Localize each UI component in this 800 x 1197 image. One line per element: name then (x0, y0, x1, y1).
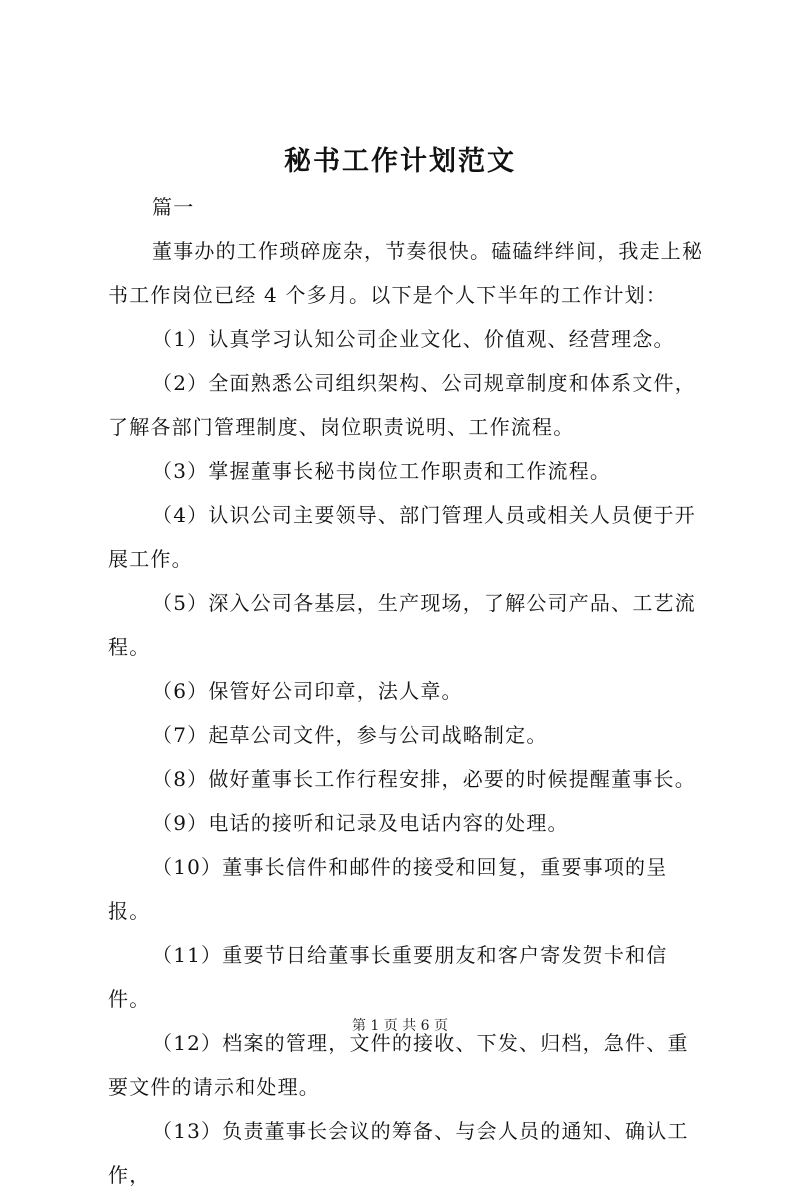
page-footer: 第 1 页 共 6 页 (351, 1018, 449, 1034)
list-item-3: （3）掌握董事长秘书岗位工作职责和工作流程。 (152, 459, 612, 483)
list-item-9: （9）电话的接听和记录及电话内容的处理。 (152, 811, 569, 835)
list-item-13: （13）负责董事长会议的筹备、与会人员的通知、确认工作， (108, 1119, 689, 1187)
list-item-10: （10）董事长信件和邮件的接受和回复，重要事项的呈报。 (108, 855, 668, 923)
list-item-7: （7）起草公司文件，参与公司战略制定。 (152, 723, 548, 747)
section-heading: 篇一 (152, 195, 195, 219)
list-item-12: （12）档案的管理，文件的接收、下发、归档，急件、重要文件的请示和处理。 (108, 1031, 689, 1099)
list-item-5: （5）深入公司各基层，生产现场，了解公司产品、工艺流程。 (108, 591, 696, 659)
list-item-6: （6）保管好公司印章，法人章。 (152, 679, 463, 703)
document-title: 秘书工作计划范文 (284, 146, 516, 177)
document-body (108, 185, 708, 1197)
paragraph-intro: 董事办的工作琐碎庞杂，节奏很快。磕磕绊绊间，我走上秘书工作岗位已经 4 个多月。以下是个人下半年的工作计划： (108, 239, 704, 307)
list-item-4: （4）认识公司主要领导、部门管理人员或相关人员便于开展工作。 (108, 503, 696, 571)
list-item-2: （2）全面熟悉公司组织架构、公司规章制度和体系文件，了解各部门管理制度、岗位职责说明、工作流程。 (108, 371, 696, 439)
list-item-1: （1）认真学习认知公司企业文化、价值观、经营理念。 (152, 327, 675, 351)
list-item-11: （11）重要节日给董事长重要朋友和客户寄发贺卡和信件。 (108, 943, 668, 1011)
list-item-8: （8）做好董事长工作行程安排，必要的时候提醒董事长。 (152, 767, 696, 791)
